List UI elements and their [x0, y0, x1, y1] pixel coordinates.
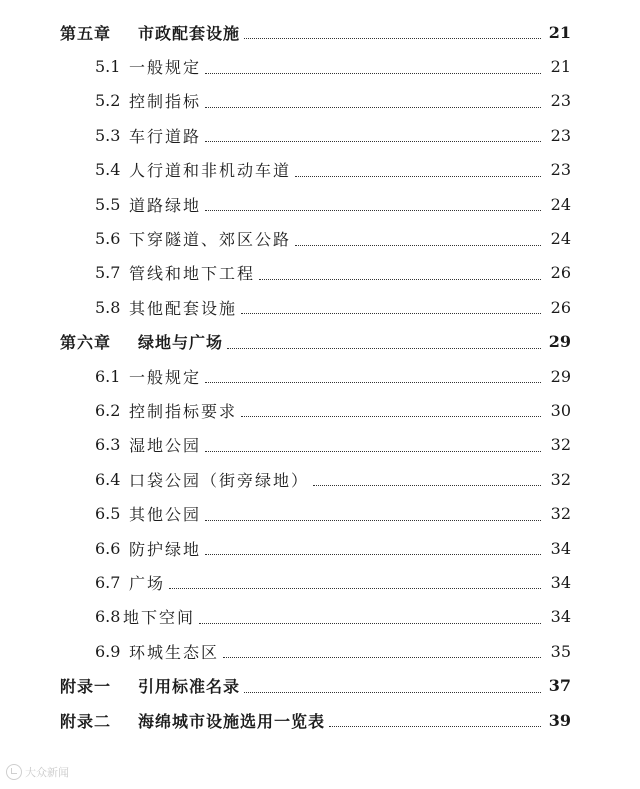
dot-leader	[169, 587, 541, 589]
toc-entry-title: 防护绿地	[129, 539, 202, 559]
toc-entry-title: 口袋公园（街旁绿地）	[129, 470, 310, 490]
toc-entry-number: 附录一	[60, 677, 112, 697]
toc-entry-number: 第六章	[60, 333, 112, 353]
toc-section-entry[interactable]	[0, 153, 640, 187]
share-logo-icon	[6, 764, 22, 780]
toc-entry-number: 5.1	[95, 57, 121, 77]
toc-entry-page: 34	[550, 538, 571, 558]
toc-entry-number: 6.9	[95, 641, 121, 661]
toc-entry-page: 37	[548, 676, 571, 696]
toc-section-entry[interactable]	[0, 118, 640, 152]
toc-entry-number: 5.6	[95, 229, 121, 249]
dot-leader	[205, 450, 541, 452]
toc-entry-page: 32	[550, 435, 571, 455]
toc-section-entry[interactable]	[0, 634, 640, 668]
dot-leader	[295, 175, 541, 177]
toc-entry-page: 32	[550, 504, 571, 524]
toc-entry-title: 一般规定	[129, 58, 202, 78]
toc-entry-title: 湿地公园	[129, 436, 202, 456]
toc-section-entry[interactable]	[0, 531, 640, 565]
toc-entry-title: 市政配套设施	[138, 23, 241, 43]
toc-section-entry[interactable]	[0, 565, 640, 599]
dot-leader	[241, 312, 541, 314]
toc-entry-title: 广场	[129, 573, 166, 593]
toc-entry-page: 23	[550, 125, 571, 145]
toc-entry-number: 6.3	[95, 435, 121, 455]
toc-section-entry[interactable]	[0, 600, 640, 634]
toc-section-entry[interactable]	[0, 393, 640, 427]
dot-leader	[259, 278, 541, 280]
toc-entry-number: 6.8	[95, 607, 121, 627]
dot-leader	[205, 553, 541, 555]
toc-entry-page: 29	[550, 366, 571, 386]
dot-leader	[205, 209, 541, 211]
toc-entry-title: 海绵城市设施选用一览表	[138, 711, 326, 731]
toc-entry-number: 5.7	[95, 263, 121, 283]
toc-entry-title: 地下空间	[123, 608, 196, 628]
toc-entry-title: 引用标准名录	[138, 677, 241, 697]
toc-entry-page: 21	[548, 22, 571, 42]
toc-entry-page: 21	[550, 57, 571, 77]
table-of-contents	[0, 15, 640, 737]
toc-entry-page: 30	[550, 400, 571, 420]
toc-entry-page: 34	[550, 607, 571, 627]
toc-entry-number: 6.6	[95, 538, 121, 558]
dot-leader	[329, 725, 541, 727]
toc-entry-title: 人行道和非机动车道	[129, 161, 292, 181]
toc-chapter-entry[interactable]	[0, 325, 640, 359]
toc-section-entry[interactable]	[0, 221, 640, 255]
toc-entry-page: 35	[550, 641, 571, 661]
dot-leader	[205, 106, 541, 108]
toc-chapter-entry[interactable]	[0, 703, 640, 737]
toc-section-entry[interactable]	[0, 428, 640, 462]
toc-section-entry[interactable]	[0, 290, 640, 324]
dot-leader	[227, 347, 541, 349]
toc-entry-title: 一般规定	[129, 367, 202, 387]
toc-entry-number: 5.4	[95, 160, 121, 180]
dot-leader	[223, 656, 541, 658]
watermark	[6, 764, 69, 780]
watermark-text: 大众新闻	[25, 766, 69, 779]
toc-entry-number: 6.7	[95, 572, 121, 592]
toc-entry-number: 6.5	[95, 504, 121, 524]
toc-entry-title: 管线和地下工程	[129, 264, 256, 284]
toc-section-entry[interactable]	[0, 462, 640, 496]
toc-entry-number: 6.2	[95, 400, 121, 420]
toc-entry-title: 其他配套设施	[129, 298, 238, 318]
toc-entry-title: 下穿隧道、郊区公路	[129, 230, 292, 250]
dot-leader	[244, 691, 541, 693]
toc-entry-title: 控制指标要求	[129, 401, 238, 421]
toc-entry-title: 环城生态区	[129, 642, 220, 662]
toc-entry-page: 32	[550, 469, 571, 489]
toc-entry-page: 23	[550, 91, 571, 111]
toc-section-entry[interactable]	[0, 84, 640, 118]
toc-section-entry[interactable]	[0, 49, 640, 83]
dot-leader	[295, 244, 541, 246]
toc-chapter-entry[interactable]	[0, 668, 640, 702]
dot-leader	[205, 72, 541, 74]
toc-entry-title: 道路绿地	[129, 195, 202, 215]
toc-entry-page: 24	[550, 194, 571, 214]
dot-leader	[205, 140, 541, 142]
toc-entry-page: 26	[550, 297, 571, 317]
toc-entry-title: 控制指标	[129, 92, 202, 112]
toc-section-entry[interactable]	[0, 496, 640, 530]
toc-entry-title: 绿地与广场	[138, 333, 224, 353]
toc-entry-number: 6.4	[95, 469, 121, 489]
dot-leader	[244, 37, 541, 39]
toc-entry-number: 第五章	[60, 23, 112, 43]
toc-entry-number: 附录二	[60, 711, 112, 731]
toc-entry-title: 其他公园	[129, 505, 202, 525]
dot-leader	[199, 622, 541, 624]
toc-entry-number: 6.1	[95, 366, 121, 386]
toc-entry-page: 34	[550, 572, 571, 592]
dot-leader	[241, 415, 541, 417]
toc-entry-page: 29	[548, 332, 571, 352]
toc-section-entry[interactable]	[0, 359, 640, 393]
toc-entry-title: 车行道路	[129, 126, 202, 146]
toc-chapter-entry[interactable]	[0, 15, 640, 49]
toc-entry-page: 26	[550, 263, 571, 283]
dot-leader	[313, 484, 541, 486]
toc-entry-page: 24	[550, 229, 571, 249]
toc-entry-page: 23	[550, 160, 571, 180]
dot-leader	[205, 381, 541, 383]
toc-entry-number: 5.8	[95, 297, 121, 317]
dot-leader	[205, 519, 541, 521]
toc-entry-number: 5.3	[95, 125, 121, 145]
toc-entry-number: 5.5	[95, 194, 121, 214]
toc-entry-number: 5.2	[95, 91, 121, 111]
toc-section-entry[interactable]	[0, 187, 640, 221]
toc-entry-page: 39	[548, 710, 571, 730]
toc-section-entry[interactable]	[0, 256, 640, 290]
